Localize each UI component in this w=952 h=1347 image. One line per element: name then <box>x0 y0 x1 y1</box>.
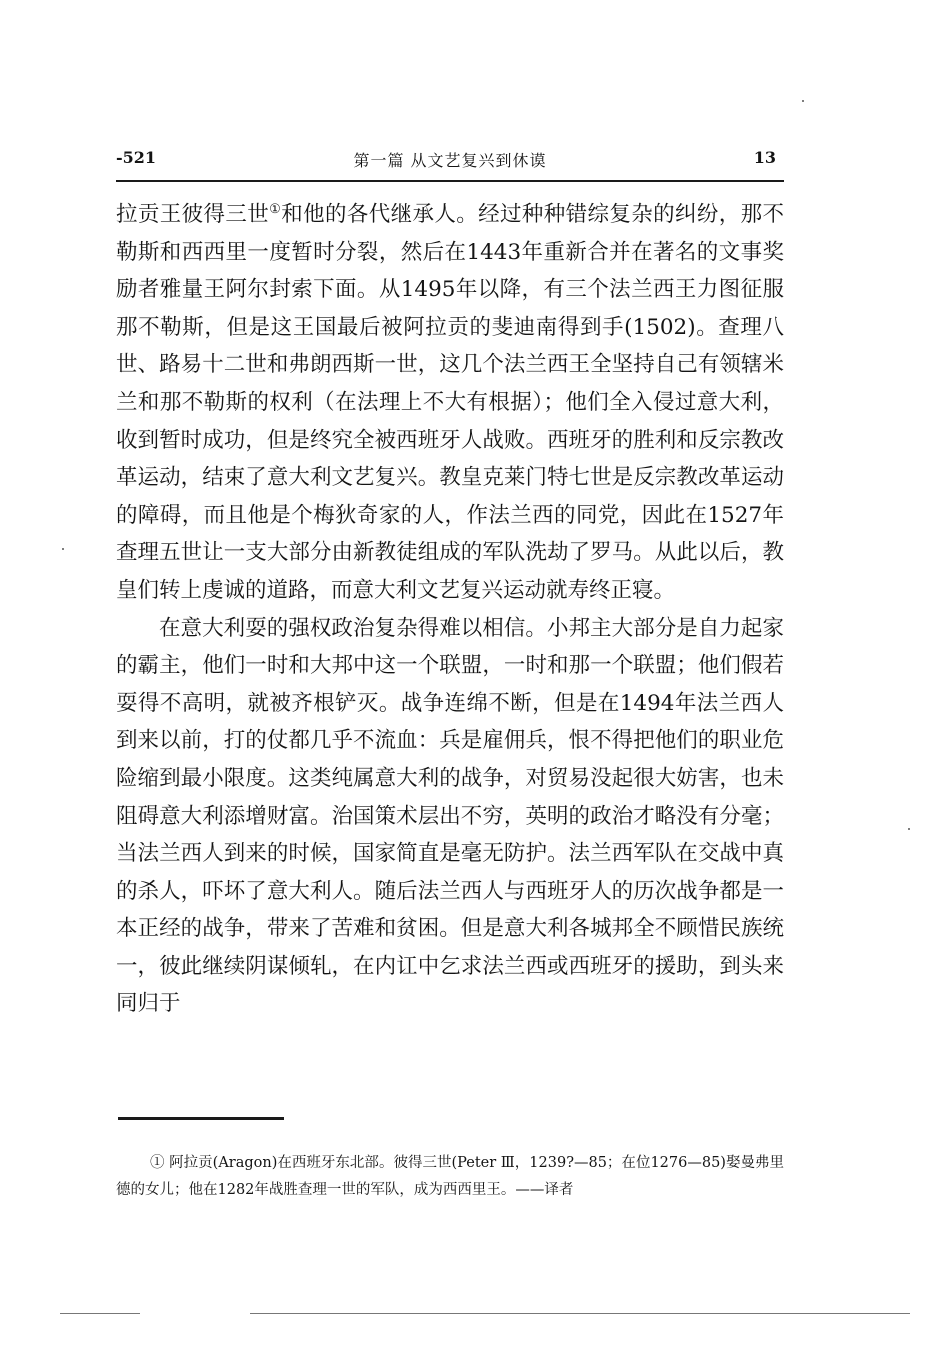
scan-edge-line-left <box>60 1313 140 1314</box>
page-code: -521 <box>116 148 157 167</box>
body-text <box>116 196 784 1023</box>
footnote-text: ① 阿拉贡(Aragon)在西班牙东北部。彼得三世(Peter Ⅲ，1239?—85；在位1276—85)娶曼弗里德的女儿；他在1282年战胜查理一世的军队，成为西西里王。——译者 <box>116 1155 784 1198</box>
scan-edge-line-right <box>250 1313 910 1314</box>
running-title: 第一篇 从文艺复兴到休谟 <box>353 151 547 170</box>
page-number: 13 <box>753 148 776 167</box>
scan-speck <box>802 100 804 102</box>
paragraph-1-start: 拉贡王彼得三世 <box>116 202 270 227</box>
header-rule <box>116 180 784 182</box>
scan-speck <box>908 828 910 830</box>
paragraph-1 <box>116 196 784 610</box>
paragraph-1-rest: 和他的各代继承人。经过种种错综复杂的纠纷，那不勒斯和西西里一度暂时分裂，然后在1443年重新合并在著名的文事奖励者雅量王阿尔封索下面。从1495年以降，有三个法兰西王力图征服那不勒斯，但是这王国最后被阿拉贡的斐迪南得到手(1502)。查理八世、路易十二世和弗朗西斯一世，这几个法兰西王全坚持自己有领辖米兰和那不勒斯的权利（在法理上不大有根据）；他们全入侵过意大利，收到暂时成功，但是终究全被西班牙人战败。西班牙的胜利和反宗教改革运动，结束了意大利文艺复兴。教皇克莱门特七世是反宗教改革运动的障碍，而且他是个梅狄奇家的人，作法兰西的同党，因此在1527年查理五世让一支大部分由新教徒组成的军队洗劫了罗马。从此以后，教皇们转上虔诚的道路，而意大利文艺复兴运动就寿终正寝。 <box>116 202 784 603</box>
footnote-rule <box>118 1117 284 1120</box>
footnote-reference-mark: ① <box>269 201 282 217</box>
paragraph-2: 在意大利耍的强权政治复杂得难以相信。小邦主大部分是自力起家的霸主，他们一时和大邦中这一个联盟，一时和那一个联盟；他们假若耍得不高明，就被齐根铲灭。战争连绵不断，但是在1494年法兰西人到来以前，打的仗都几乎不流血：兵是雇佣兵，恨不得把他们的职业危险缩到最小限度。这类纯属意大利的战争，对贸易没起很大妨害，也未阻碍意大利添增财富。治国策术层出不穷，英明的政治才略没有分毫；当法兰西人到来的时候，国家简直是毫无防护。法兰西军队在交战中真的杀人，吓坏了意大利人。随后法兰西人与西班牙人的历次战争都是一本正经的战争，带来了苦难和贫困。但是意大利各城邦全不顾惜民族统一，彼此继续阴谋倾轧，在内讧中乞求法兰西或西班牙的援助，到头来同归于 <box>116 615 784 1017</box>
scan-speck <box>62 548 64 550</box>
running-header <box>116 148 784 174</box>
footnote <box>116 1150 784 1204</box>
